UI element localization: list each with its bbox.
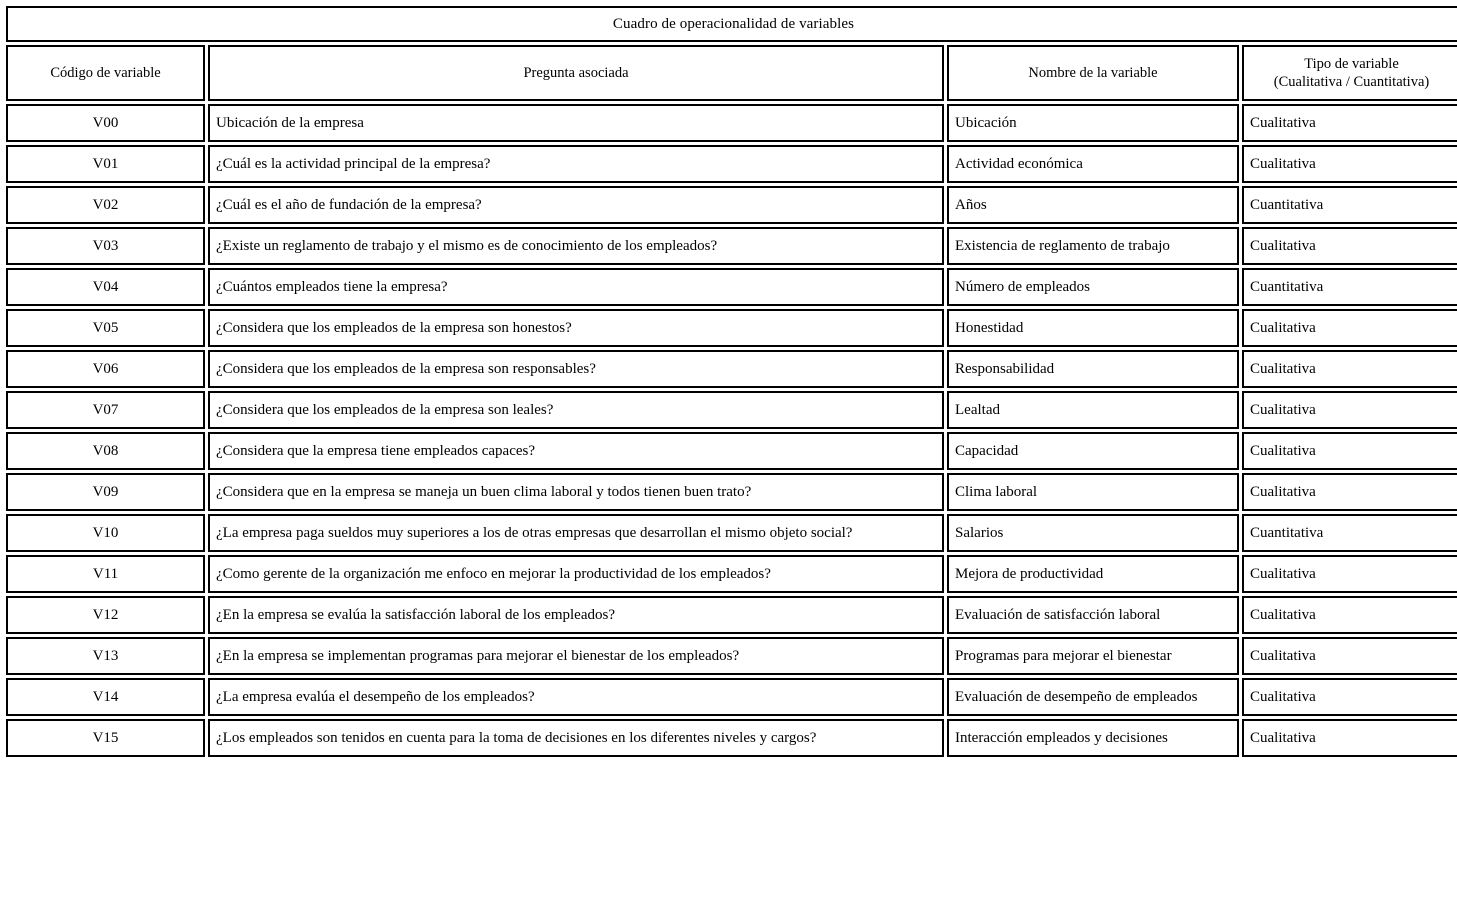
cell-variable-code: V02 [6,186,205,224]
cell-variable-code: V00 [6,104,205,142]
cell-variable-code: V11 [6,555,205,593]
cell-variable-type: Cualitativa [1242,104,1457,142]
cell-variable-code: V09 [6,473,205,511]
cell-question: ¿Considera que los empleados de la empresa son responsables? [208,350,944,388]
table-title-row [6,6,1457,42]
table-row [6,555,1457,593]
cell-variable-name: Interacción empleados y decisiones [947,719,1239,757]
cell-variable-name: Capacidad [947,432,1239,470]
table-row [6,514,1457,552]
table-row [6,350,1457,388]
operationalization-table [3,3,1457,760]
table-row [6,391,1457,429]
column-header-code: Código de variable [6,45,205,101]
cell-variable-code: V04 [6,268,205,306]
table-row [6,309,1457,347]
cell-question: ¿La empresa paga sueldos muy superiores a los de otras empresas que desarrollan el mismo objeto social? [208,514,944,552]
cell-variable-code: V08 [6,432,205,470]
cell-question: ¿Considera que los empleados de la empresa son leales? [208,391,944,429]
cell-variable-name: Actividad económica [947,145,1239,183]
cell-question: ¿En la empresa se implementan programas para mejorar el bienestar de los empleados? [208,637,944,675]
cell-variable-name: Salarios [947,514,1239,552]
table-row [6,432,1457,470]
table-title: Cuadro de operacionalidad de variables [6,6,1457,42]
cell-variable-name: Mejora de productividad [947,555,1239,593]
cell-variable-code: V10 [6,514,205,552]
cell-question: ¿Como gerente de la organización me enfoco en mejorar la productividad de los empleados? [208,555,944,593]
table-body [6,104,1457,757]
cell-question: ¿Existe un reglamento de trabajo y el mismo es de conocimiento de los empleados? [208,227,944,265]
table-row [6,227,1457,265]
column-header-type-line2: (Cualitativa / Cuantitativa) [1273,74,1430,90]
cell-variable-type: Cualitativa [1242,473,1457,511]
cell-variable-type: Cualitativa [1242,596,1457,634]
column-header-question: Pregunta asociada [208,45,944,101]
column-header-type-line1: Tipo de variable [1304,55,1399,72]
cell-variable-type: Cuantitativa [1242,186,1457,224]
cell-variable-type: Cualitativa [1242,145,1457,183]
cell-question: ¿La empresa evalúa el desempeño de los empleados? [208,678,944,716]
cell-variable-name: Clima laboral [947,473,1239,511]
cell-variable-code: V06 [6,350,205,388]
cell-variable-name: Número de empleados [947,268,1239,306]
cell-variable-name: Lealtad [947,391,1239,429]
cell-variable-type: Cualitativa [1242,432,1457,470]
cell-variable-name: Evaluación de satisfacción laboral [947,596,1239,634]
cell-question: ¿Considera que la empresa tiene empleados capaces? [208,432,944,470]
cell-variable-type: Cualitativa [1242,637,1457,675]
cell-question: ¿Considera que los empleados de la empresa son honestos? [208,309,944,347]
table-row [6,596,1457,634]
cell-variable-code: V13 [6,637,205,675]
cell-variable-code: V03 [6,227,205,265]
cell-question: ¿Cuál es el año de fundación de la empresa? [208,186,944,224]
cell-variable-name: Ubicación [947,104,1239,142]
cell-question: ¿Los empleados son tenidos en cuenta para la toma de decisiones en los diferentes niveles y cargos? [208,719,944,757]
column-header-type [1242,45,1457,101]
cell-variable-type: Cualitativa [1242,555,1457,593]
cell-variable-name: Evaluación de desempeño de empleados [947,678,1239,716]
cell-variable-name: Existencia de reglamento de trabajo [947,227,1239,265]
table-row [6,268,1457,306]
cell-variable-name: Responsabilidad [947,350,1239,388]
cell-variable-type: Cualitativa [1242,719,1457,757]
table-row [6,719,1457,757]
cell-variable-code: V05 [6,309,205,347]
cell-question: ¿En la empresa se evalúa la satisfacción laboral de los empleados? [208,596,944,634]
cell-variable-code: V12 [6,596,205,634]
table-row [6,104,1457,142]
cell-question: ¿Cuál es la actividad principal de la empresa? [208,145,944,183]
cell-variable-name: Años [947,186,1239,224]
table-row [6,186,1457,224]
table-head [6,6,1457,101]
cell-variable-type: Cuantitativa [1242,268,1457,306]
cell-variable-code: V07 [6,391,205,429]
cell-variable-type: Cualitativa [1242,309,1457,347]
table-row [6,473,1457,511]
cell-variable-type: Cualitativa [1242,350,1457,388]
cell-variable-type: Cualitativa [1242,678,1457,716]
cell-question: ¿Cuántos empleados tiene la empresa? [208,268,944,306]
cell-variable-code: V14 [6,678,205,716]
cell-variable-name: Honestidad [947,309,1239,347]
cell-variable-type: Cualitativa [1242,391,1457,429]
cell-variable-code: V01 [6,145,205,183]
table-row [6,145,1457,183]
column-header-name: Nombre de la variable [947,45,1239,101]
table-row [6,678,1457,716]
cell-question: ¿Considera que en la empresa se maneja un buen clima laboral y todos tienen buen trato? [208,473,944,511]
cell-variable-code: V15 [6,719,205,757]
table-row [6,637,1457,675]
table-header-row [6,45,1457,101]
cell-variable-name: Programas para mejorar el bienestar [947,637,1239,675]
cell-variable-type: Cualitativa [1242,227,1457,265]
cell-question: Ubicación de la empresa [208,104,944,142]
cell-variable-type: Cuantitativa [1242,514,1457,552]
